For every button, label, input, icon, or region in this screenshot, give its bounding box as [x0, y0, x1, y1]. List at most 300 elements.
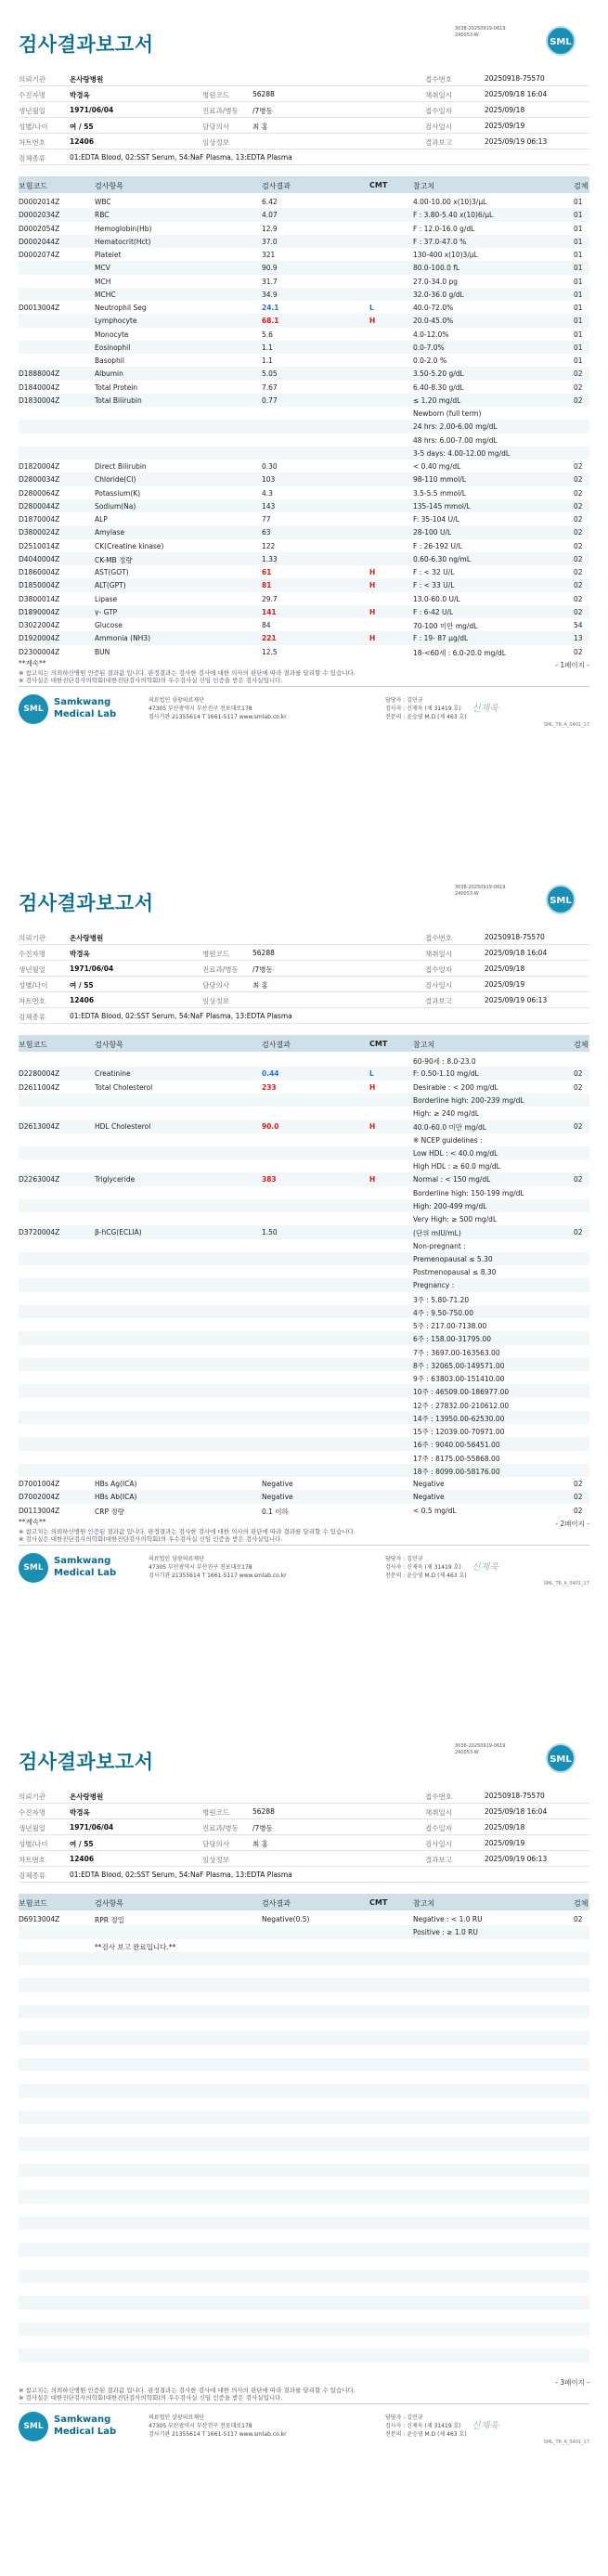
test-name: **검사 보고 완료입니다.** [95, 1942, 176, 1951]
reference-range: F : < 32 U/L [413, 568, 455, 576]
test-name: ALP [95, 515, 108, 524]
patient-info [19, 71, 589, 165]
column-header-specimen: 검체 [574, 182, 589, 190]
reference-range: 5주 : 217.00-7138.00 [413, 1322, 487, 1330]
info-chart-label: 차트번호 [19, 997, 45, 1005]
reference-range: Borderline high: 200-239 mg/dL [413, 1095, 524, 1105]
table-row [19, 1054, 589, 1067]
test-result: 1.33 [262, 554, 278, 563]
info-clinical-label: 임상정보 [202, 997, 229, 1005]
handwritten-signature: 신재욱 [472, 1561, 498, 1573]
table-row [19, 1239, 589, 1252]
info-institution: 온사랑병원 [70, 75, 104, 84]
reference-range: 9주 : 63803.00-151410.00 [413, 1375, 505, 1383]
table-row [19, 1490, 589, 1503]
info-chart-label: 차트번호 [19, 1856, 45, 1864]
table-row [19, 1265, 589, 1278]
reference-range: 27.0-34.0 pg [413, 277, 459, 286]
info-sex-age: 여 / 55 [70, 1840, 94, 1848]
table-row [19, 1199, 589, 1212]
table-row [19, 1384, 589, 1397]
info-dept: /7병동 [252, 965, 273, 974]
test-result: 4.07 [262, 211, 278, 220]
info-receipt-no-label: 접수번호 [425, 934, 452, 942]
document-code [455, 885, 506, 898]
specimen-code: 02 [574, 607, 583, 616]
info-result-date: 2025/09/19 06:13 [485, 137, 548, 146]
insurance-code: D7001004Z [19, 1480, 60, 1488]
test-result: 12.5 [262, 647, 278, 656]
info-specimen-label: 검체종류 [19, 1871, 45, 1880]
info-institution-label: 의뢰기관 [19, 1793, 45, 1801]
table-row [19, 1146, 589, 1159]
insurance-code: D3720004Z [19, 1228, 60, 1237]
table-row [19, 1159, 589, 1172]
reference-range: F: 35-104 U/L [413, 515, 459, 524]
test-name: Lymphocyte [95, 317, 137, 326]
info-chart: 12406 [70, 137, 95, 146]
test-result: 1.1 [262, 343, 273, 352]
test-name: ALT(GPT) [95, 581, 126, 590]
test-result: Negative [262, 1493, 293, 1502]
reference-range: 3주 : 5.80-71.20 [413, 1295, 470, 1304]
table-row [19, 1120, 589, 1133]
column-header-specimen: 검체 [574, 1041, 589, 1049]
info-recv-date: 2025/09/18 [485, 106, 525, 114]
table-row [19, 499, 589, 512]
table-row [19, 2084, 589, 2097]
table-header [19, 176, 589, 193]
reference-range: Newborn (full term) [413, 409, 482, 418]
reference-range: High: ≥ 240 mg/dL [413, 1109, 480, 1118]
test-result: 84 [262, 621, 271, 629]
signatory-line: 검사자 : 신재욱 (제 31419 호) [385, 1563, 461, 1571]
insurance-code: D2280004Z [19, 1069, 60, 1079]
reference-range: 8주 : 32065.00-149571.00 [413, 1361, 505, 1370]
specimen-code: 13 [574, 634, 583, 643]
reference-range: 24 hrs: 2.00-6.00 mg/dL [413, 422, 498, 432]
table-row [19, 1371, 589, 1384]
insurance-code: D1920004Z [19, 634, 60, 643]
info-result-date-label: 결과보고 [425, 997, 452, 1005]
table-row [19, 1305, 589, 1318]
lab-footer [19, 1545, 589, 1593]
results-table [19, 195, 589, 658]
info-chart-label: 차트번호 [19, 138, 45, 147]
table-row [19, 1411, 589, 1424]
table-row [19, 1133, 589, 1146]
test-result: 122 [262, 541, 276, 550]
disclaimer-notes [19, 1528, 356, 1543]
insurance-code: D0113004Z [19, 1506, 60, 1515]
sml-footer-logo: SML [19, 694, 48, 724]
insurance-code: D1860004Z [19, 568, 60, 576]
table-row [19, 394, 589, 407]
signatory-line: 검사자 : 신재욱 (제 31419 호) [385, 2422, 461, 2429]
table-row [19, 301, 589, 314]
test-result: 24.1 [262, 304, 279, 312]
info-recv-label: 접수일자 [425, 965, 452, 974]
info-test-date-label: 검사일시 [425, 123, 452, 131]
result-flag: H [369, 1175, 376, 1184]
signatory-line: 전문의 : 윤승영 M.D (제 463 호) [385, 713, 467, 720]
info-specimen: 01:EDTA Blood, 02:SST Serum, 54:NaF Plasma, 13:EDTA Plasma [70, 1871, 292, 1879]
form-number: SML_TR_A_0401_17 [543, 2439, 589, 2445]
test-name: Triglyceride [95, 1175, 136, 1184]
table-row [19, 420, 589, 433]
table-row [19, 1094, 589, 1107]
info-test-date: 2025/09/19 [485, 980, 525, 989]
info-recv-label: 접수일자 [425, 1824, 452, 1832]
info-patient: 박경옥 [70, 91, 90, 99]
test-result: 1.50 [262, 1228, 278, 1237]
reference-range: < 0.5 mg/dL [413, 1506, 457, 1515]
info-row [19, 945, 589, 961]
test-name: MCH [95, 277, 111, 286]
test-name: Eosinophil [95, 343, 131, 352]
test-name: Lipase [95, 594, 118, 603]
lab-address-line: 47305 부산광역시 부산진구 전포대로178 [149, 705, 252, 712]
insurance-code: D2611004Z [19, 1082, 60, 1092]
info-result-date-label: 결과보고 [425, 1856, 452, 1864]
table-row [19, 2296, 589, 2309]
insurance-code: D1830004Z [19, 395, 60, 405]
table-row [19, 525, 589, 538]
info-row [19, 86, 589, 102]
disclaimer-line: ※ 검사실은 대한진단검사의학회(대한진단검사의학회)의 우수검사실 신임 인증을 받은 검사실입니다. [19, 1534, 283, 1543]
insurance-code: D3800024Z [19, 528, 60, 537]
info-institution-label: 의뢰기관 [19, 75, 45, 84]
table-row [19, 1212, 589, 1225]
info-test-date-label: 검사일시 [425, 1840, 452, 1848]
table-row [19, 578, 589, 591]
reference-range: Non-pregnant : [413, 1241, 466, 1250]
specimen-code: 02 [574, 501, 583, 511]
reference-range: 32.0-36.0 g/dL [413, 290, 464, 299]
reference-range: 3.5-5.5 mmol/L [413, 488, 466, 498]
test-result: 77 [262, 515, 271, 524]
test-result: 68.1 [262, 317, 279, 326]
reference-range: 13.0-60.0 U/L [413, 594, 460, 603]
test-name: WBC [95, 198, 111, 206]
info-institution: 온사랑병원 [70, 1793, 104, 1801]
info-patient: 박경옥 [70, 950, 90, 958]
reference-range: F : 19- 87 μg/dL [413, 634, 469, 643]
insurance-code: D1820004Z [19, 462, 60, 471]
reference-range: 28-100 U/L [413, 528, 452, 537]
form-number: SML_TR_A_0401_17 [543, 1580, 589, 1586]
table-row [19, 1172, 589, 1185]
specimen-code: 02 [574, 1082, 583, 1092]
reference-range: F : 37.0-47.0 % [413, 237, 467, 246]
table-row [19, 1925, 589, 1938]
test-name: β-hCG(ECLIA) [95, 1228, 142, 1237]
column-header-name: 검사항목 [95, 1899, 123, 1908]
test-result: 81 [262, 581, 272, 590]
specimen-code: 02 [574, 462, 583, 471]
continue-mark: **계속** [19, 1517, 46, 1526]
reference-range: 4.0-12.0% [413, 330, 449, 339]
insurance-code: D1888004Z [19, 369, 60, 379]
column-header-name: 검사항목 [95, 1041, 123, 1049]
report-title: 검사결과보고서 [19, 892, 154, 914]
page-number: - 2페이지 - [555, 1519, 589, 1528]
reference-range: Borderline high: 150-199 mg/dL [413, 1188, 524, 1197]
table-row [19, 1965, 589, 1978]
handwritten-signature: 신재욱 [472, 703, 498, 714]
test-result: 0.30 [262, 462, 278, 471]
test-name: Total Cholesterol [95, 1082, 153, 1092]
lab-name [54, 2414, 116, 2438]
sml-logo: SML [546, 885, 576, 914]
table-row [19, 328, 589, 341]
table-row [19, 195, 589, 208]
test-result: 0.1 이하 [262, 1507, 289, 1516]
info-patient-label: 수진자명 [19, 91, 45, 99]
table-row [19, 2045, 589, 2058]
table-row [19, 2283, 589, 2296]
table-row [19, 645, 589, 658]
test-result: 383 [262, 1175, 277, 1184]
info-ward-code-label: 병원코드 [202, 1808, 229, 1817]
info-dept-label: 진료과/병동 [202, 1824, 239, 1832]
specimen-code: 02 [574, 581, 583, 590]
table-row [19, 592, 589, 605]
info-row [19, 992, 589, 1008]
test-result: 5.05 [262, 369, 278, 379]
page-number: - 1페이지 - [555, 660, 589, 669]
table-row [19, 1398, 589, 1411]
table-row [19, 1504, 589, 1517]
reference-range: Negative : < 1.0 RU [413, 1915, 483, 1923]
insurance-code: D2300004Z [19, 647, 60, 656]
specimen-code: 02 [574, 488, 583, 498]
lab-footer [19, 2403, 589, 2452]
table-row [19, 248, 589, 261]
disclaimer-line: ※ 참고치는 의뢰하신병원 인증된 결과값 입니다. 판정결과는 검사한 검사에 대한 의사의 판단에 따라 결과를 달리할 수 있습니다. [19, 1527, 356, 1535]
info-ward-code-label: 병원코드 [202, 91, 229, 99]
column-header-specimen: 검체 [574, 1899, 589, 1908]
info-recv-label: 접수일자 [425, 107, 452, 115]
sml-logo: SML [546, 26, 576, 56]
test-result: 321 [262, 251, 276, 259]
specimen-code: 02 [574, 1506, 583, 1515]
info-dob-label: 생년월일 [19, 1824, 45, 1832]
test-name: RBC [95, 211, 110, 220]
table-row [19, 2323, 589, 2336]
specimen-code: 02 [574, 1480, 583, 1488]
specimen-code: 02 [574, 475, 583, 485]
report-page [0, 1717, 608, 2576]
reference-range: 40.0-60.0 미만 mg/dL [413, 1123, 486, 1133]
table-row [19, 1225, 589, 1238]
info-result-date: 2025/09/19 06:13 [485, 1855, 548, 1863]
test-name: Potassium(K) [95, 488, 141, 498]
signatory-line: 담당자 : 김민규 [385, 696, 423, 704]
info-receipt-no: 20250918-75570 [485, 933, 545, 941]
results-table [19, 1054, 589, 1517]
table-header [19, 1894, 589, 1910]
report-page [0, 0, 608, 859]
lab-address-line: 의료법인 삼광의료재단 [149, 2414, 204, 2421]
specimen-code: 02 [574, 1493, 583, 1502]
test-result: 0.77 [262, 395, 278, 405]
insurance-code: D2800034Z [19, 475, 60, 485]
info-doctor-label: 담당의사 [202, 123, 229, 131]
info-doctor: 최 홍 [252, 123, 268, 131]
lab-address [149, 696, 287, 721]
specimen-code: 02 [574, 1069, 583, 1079]
lab-address-line: 47305 부산광역시 부산진구 전포대로178 [149, 2422, 252, 2429]
info-receipt-no-label: 접수번호 [425, 1793, 452, 1801]
insurance-code: D0002054Z [19, 224, 60, 233]
test-name: AST(GOT) [95, 568, 129, 576]
reference-range: ※ NCEP guidelines : [413, 1135, 483, 1145]
table-row [19, 2257, 589, 2270]
table-row [19, 288, 589, 301]
reference-range: 15주 : 12039.00-70971.00 [413, 1428, 505, 1436]
test-name: Direct Bilirubin [95, 462, 147, 471]
info-receipt-no-label: 접수번호 [425, 75, 452, 84]
info-receipt-no: 20250918-75570 [485, 74, 545, 83]
table-row [19, 1292, 589, 1305]
table-row [19, 2018, 589, 2031]
table-row [19, 2349, 589, 2362]
document-code-line: 3038-20250919-0619 [455, 885, 506, 890]
info-dept: /7병동 [252, 1824, 273, 1832]
insurance-code: D1870004Z [19, 515, 60, 524]
specimen-code: 02 [574, 395, 583, 405]
test-name: CRP 정량 [95, 1507, 124, 1516]
info-patient-label: 수진자명 [19, 950, 45, 958]
result-flag: H [369, 1122, 376, 1132]
signatory-line: 전문의 : 윤승영 M.D (제 463 호) [385, 2430, 467, 2438]
table-row [19, 1424, 589, 1437]
column-header-cmt: CMT [369, 1898, 388, 1907]
results-table [19, 1912, 589, 2375]
column-header-result: 검사결과 [262, 1899, 291, 1908]
specimen-code: 01 [574, 290, 583, 299]
specimen-code: 01 [574, 343, 583, 352]
test-result: 31.7 [262, 277, 278, 286]
reference-range: F : 12.0-16.0 g/dL [413, 224, 475, 233]
reference-range: 0.0-7.0% [413, 343, 445, 352]
info-doctor-label: 담당의사 [202, 1840, 229, 1848]
test-name: CK-MB 정량 [95, 555, 133, 564]
specimen-code: 02 [574, 369, 583, 379]
test-result: 143 [262, 501, 276, 511]
info-test-date: 2025/09/19 [485, 1839, 525, 1847]
info-doctor: 최 홍 [252, 1840, 268, 1848]
reference-range: 18-<60세 : 6.0-20.0 mg/dL [413, 648, 506, 657]
table-row [19, 2336, 589, 2349]
column-header-cmt: CMT [369, 181, 388, 189]
info-row [19, 1008, 589, 1024]
info-ward-code: 56288 [252, 1807, 275, 1816]
info-row [19, 1835, 589, 1851]
result-flag: H [369, 634, 376, 643]
test-name: Basophil [95, 356, 124, 365]
test-result: 90.0 [262, 1122, 279, 1132]
info-dept-label: 진료과/병동 [202, 965, 239, 974]
specimen-code: 02 [574, 1228, 583, 1237]
table-row [19, 1278, 589, 1291]
specimen-code: 02 [574, 1915, 583, 1923]
test-result: 37.0 [262, 237, 278, 246]
info-sex-age: 여 / 55 [70, 981, 94, 990]
reference-range: 4.00-10.00 x(10)3/μL [413, 198, 487, 206]
insurance-code: D2510014Z [19, 541, 60, 550]
test-result: 6.42 [262, 198, 278, 206]
specimen-code: 02 [574, 1122, 583, 1132]
info-clinical-label: 임상정보 [202, 138, 229, 147]
info-row [19, 1819, 589, 1835]
result-flag: H [369, 607, 376, 616]
specimen-code: 01 [574, 224, 583, 233]
table-row [19, 1107, 589, 1120]
column-header-code: 보험코드 [19, 1899, 47, 1908]
test-result: 0.44 [262, 1069, 279, 1079]
table-row [19, 1451, 589, 1464]
test-name: CK(Creatine kinase) [95, 541, 164, 550]
info-dob: 1971/06/04 [70, 964, 114, 973]
reference-range: Low HDL : < 40.0 mg/dL [413, 1148, 498, 1158]
reference-range: 7주 : 3697.00-163563.00 [413, 1348, 500, 1357]
test-result: Negative [262, 1480, 293, 1488]
column-header-code: 보험코드 [19, 182, 47, 190]
test-result: 90.9 [262, 264, 278, 273]
insurance-code: D7002004Z [19, 1493, 60, 1502]
table-row [19, 235, 589, 248]
table-row [19, 275, 589, 288]
signatories [385, 2414, 467, 2439]
result-flag: L [369, 1069, 374, 1079]
reference-range: 3-5 days: 4.00-12.00 mg/dL [413, 448, 511, 458]
specimen-code: 02 [574, 568, 583, 576]
specimen-code: 01 [574, 330, 583, 339]
lab-address-line: 47305 부산광역시 부산진구 전포대로178 [149, 1563, 252, 1571]
test-result: 34.9 [262, 290, 278, 299]
sml-footer-logo: SML [19, 1553, 48, 1583]
insurance-code: D2800044Z [19, 501, 60, 511]
disclaimer-line: ※ 참고치는 의뢰하신병원 인증된 결과값 입니다. 판정결과는 검사한 검사에 대한 의사의 판단에 따라 결과를 달리할 수 있습니다. [19, 2386, 356, 2394]
table-row [19, 1331, 589, 1344]
specimen-code: 01 [574, 211, 583, 220]
table-row [19, 1186, 589, 1199]
document-code-line: 240053-W [455, 32, 479, 38]
table-row [19, 552, 589, 565]
insurance-code: D0002014Z [19, 198, 60, 206]
page-number: - 3페이지 - [555, 2377, 589, 2387]
lab-address-line: 의료법인 삼광의료재단 [149, 1555, 204, 1562]
test-name: γ- GTP [95, 607, 118, 616]
reference-range: Desirable : < 200 mg/dL [413, 1082, 498, 1092]
test-result: 103 [262, 475, 276, 485]
signatories [385, 1555, 467, 1580]
info-dob-label: 생년월일 [19, 107, 45, 115]
table-row [19, 1912, 589, 1925]
info-collect-label: 채취일시 [425, 91, 452, 99]
document-code [455, 1743, 506, 1756]
disclaimer-line: ※ 검사실은 대한진단검사의학회(대한진단검사의학회)의 우수검사실 신임 인증을 받은 검사실입니다. [19, 676, 283, 684]
info-patient: 박경옥 [70, 1808, 90, 1817]
insurance-code: D0002034Z [19, 211, 60, 220]
info-row [19, 71, 589, 86]
reference-range: 18주 : 8099.00-58176.00 [413, 1467, 500, 1476]
table-row [19, 354, 589, 367]
table-row [19, 261, 589, 274]
lab-name-line: Medical Lab [54, 1567, 117, 1578]
